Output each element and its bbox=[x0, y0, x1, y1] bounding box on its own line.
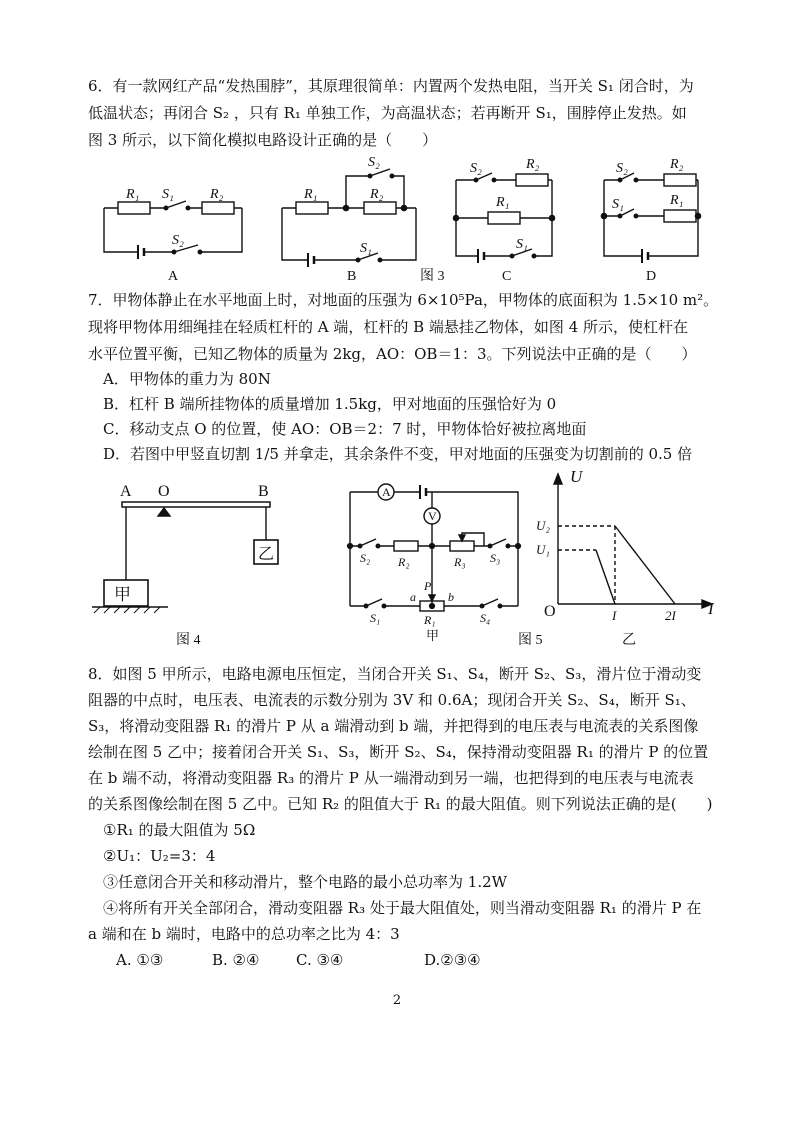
circuit-a-s2-label: S₂ bbox=[172, 233, 184, 248]
circuit-b-s2-label: S₂ bbox=[368, 155, 380, 170]
resistor-r2-label: R₂ bbox=[398, 555, 410, 569]
circuit-c-r1-label: R₁ bbox=[496, 195, 510, 210]
figure-5-sub-jia: 甲 bbox=[426, 628, 440, 643]
switch-s3-label: S₃ bbox=[490, 551, 501, 565]
figure-5-sub-yi: 乙 bbox=[622, 633, 636, 648]
voltmeter-label: V bbox=[428, 509, 437, 523]
q8-line-5: 在 b 端不动，将滑动变阻器 R₃ 的滑片 P 从一端滑动到另一端，也把得到的电压表与电流表 bbox=[88, 769, 694, 787]
page-number: 2 bbox=[392, 993, 402, 1008]
circuit-d-r1-label: R₁ bbox=[670, 193, 684, 208]
switch-s4-label: S₄ bbox=[480, 611, 491, 625]
object-yi-label: 乙 bbox=[258, 546, 275, 563]
circuit-a-r2-label: R₂ bbox=[210, 187, 224, 202]
circuit-d bbox=[601, 173, 700, 263]
q8-line-2: 阻器的中点时，电压表、电流表的示数分别为 3V 和 0.6A；现闭合开关 S₂、S₄，断开 S₁、 bbox=[88, 691, 696, 709]
figure-5-caption: 图 5 bbox=[518, 633, 543, 648]
circuit-a-s1-label: S₁ bbox=[162, 187, 174, 202]
q6-line-3: 图 3 所示，以下简化模拟电路设计正确的是（ ） bbox=[88, 131, 438, 149]
circuit-b bbox=[282, 169, 416, 267]
q7-option-d: D．若图中甲竖直切割 1/5 并拿走，其余条件不变，甲对地面的压强变为切割前的 0.5 倍 bbox=[103, 445, 693, 463]
ammeter-label: A bbox=[382, 485, 391, 499]
graph-u1-label: U₁ bbox=[536, 542, 550, 557]
circuit-c-r2-label: R₂ bbox=[526, 157, 540, 172]
switch-s1-label: S₁ bbox=[370, 611, 381, 625]
q8-statement-4b: a 端和在 b 端时，电路中的总功率之比为 4：3 bbox=[88, 925, 400, 943]
q8-statement-2: ②U₁：U₂=3：4 bbox=[103, 847, 216, 865]
q8-choice-a: A. ①③ bbox=[116, 951, 164, 969]
circuit-b-r1-label: R₁ bbox=[304, 187, 318, 202]
circuit-c bbox=[453, 173, 554, 263]
q8-line-3: S₃，将滑动变阻器 R₁ 的滑片 P 从 a 端滑动到 b 端，并把得到的电压表与电流表的关系图像 bbox=[88, 717, 699, 735]
lever-pivot-o-label: O bbox=[158, 483, 170, 500]
q8-statement-4a: ④将所有开关全部闭合，滑动变阻器 R₃ 处于最大阻值处，则当滑动变阻器 R₁ 的滑片 P 在 bbox=[103, 899, 702, 917]
rheostat-r3-label: R₃ bbox=[454, 555, 466, 569]
q7-option-b: B．杠杆 B 端所挂物体的质量增加 1.5kg，甲对地面的压强恰好为 0 bbox=[103, 395, 557, 413]
figure-4-caption: 图 4 bbox=[176, 633, 201, 648]
slider-p-label: P bbox=[424, 579, 432, 593]
q8-choice-d: D.②③④ bbox=[424, 951, 481, 969]
q7-line-2: 现将甲物体用细绳挂在轻质杠杆的 A 端，杠杆的 B 端悬挂乙物体，如图 4 所示，使杠杆在 bbox=[88, 318, 689, 336]
circuit-d-s2-label: S₂ bbox=[616, 161, 628, 176]
q8-choice-c: C. ③④ bbox=[296, 951, 344, 969]
circuit-c-s2-label: S₂ bbox=[470, 161, 482, 176]
object-jia-label: 甲 bbox=[114, 585, 131, 604]
graph-u2-label: U₂ bbox=[536, 518, 550, 533]
figure-3-circuits bbox=[90, 152, 730, 287]
q7-option-a: A．甲物体的重力为 80N bbox=[103, 370, 271, 388]
lever-end-b-label: B bbox=[258, 483, 269, 500]
circuit-b-s1-label: S₁ bbox=[360, 241, 372, 256]
q7-option-c: C．移动支点 O 的位置，使 AO：OB＝2：7 时，甲物体恰好被拉离地面 bbox=[103, 420, 587, 438]
figure-5-graph bbox=[500, 466, 730, 656]
option-d-label: D bbox=[646, 269, 657, 284]
rheostat-r1-label: R₁ bbox=[424, 613, 436, 627]
q8-statement-3: ③任意闭合开关和移动滑片，整个电路的最小总功率为 1.2W bbox=[103, 873, 508, 891]
circuit-d-s1-label: S₁ bbox=[612, 197, 624, 212]
q6-line-2: 低温状态；再闭合 S₂ ，只有 R₁ 单独工作，为高温状态；若再断开 S₁，围脖停止发热。如 bbox=[88, 104, 687, 122]
q6-line-1: 6．有一款网红产品“发热围脖”，其原理很简单：内置两个发热电阻，当开关 S₁ 闭合时，为 bbox=[88, 77, 694, 95]
rheostat-end-b-label: b bbox=[448, 590, 454, 604]
q8-choice-b: B. ②④ bbox=[212, 951, 260, 969]
graph-tick-i: I bbox=[612, 608, 617, 623]
graph-origin-label: O bbox=[544, 603, 556, 620]
option-b-label: B bbox=[347, 269, 357, 284]
option-c-label: C bbox=[502, 269, 512, 284]
q8-line-4: 绘制在图 5 乙中；接着闭合开关 S₁、S₃，断开 S₂、S₄，保持滑动变阻器 R₁ 的滑片 P 的位置 bbox=[88, 743, 709, 761]
q7-line-3: 水平位置平衡，已知乙物体的质量为 2kg，AO：OB＝1：3。下列说法中正确的是（ ） bbox=[88, 345, 697, 363]
graph-x-axis-label: I bbox=[708, 599, 714, 618]
lever-end-a-label: A bbox=[120, 483, 132, 500]
circuit-a-r1-label: R₁ bbox=[126, 187, 140, 202]
figure-4-lever bbox=[86, 474, 306, 654]
q8-line-1: 8．如图 5 甲所示，电路电源电压恒定，当闭合开关 S₁、S₄，断开 S₂、S₃，滑片位于滑动变 bbox=[88, 665, 702, 683]
graph-tick-2i: 2I bbox=[665, 608, 676, 623]
circuit-c-s1-label: S₁ bbox=[516, 237, 528, 252]
rheostat-end-a-label: a bbox=[410, 590, 416, 604]
switch-s2-label: S₂ bbox=[360, 551, 371, 565]
option-a-label: A bbox=[168, 269, 179, 284]
q7-line-1: 7．甲物体静止在水平地面上时，对地面的压强为 6×10⁵Pa，甲物体的底面积为 1.5×10 m²。 bbox=[88, 291, 719, 309]
graph-y-axis-label: U bbox=[570, 467, 583, 486]
q8-statement-1: ①R₁ 的最大阻值为 5Ω bbox=[103, 821, 256, 839]
q8-line-6: 的关系图像绘制在图 5 乙中。已知 R₂ 的阻值大于 R₁ 的最大阻值。则下列说法正确的是( ) bbox=[88, 795, 713, 813]
circuit-d-r2-label: R₂ bbox=[670, 157, 684, 172]
circuit-b-r2-label: R₂ bbox=[370, 187, 384, 202]
figure-3-caption: 图 3 bbox=[420, 269, 445, 284]
circuit-a bbox=[104, 201, 242, 259]
